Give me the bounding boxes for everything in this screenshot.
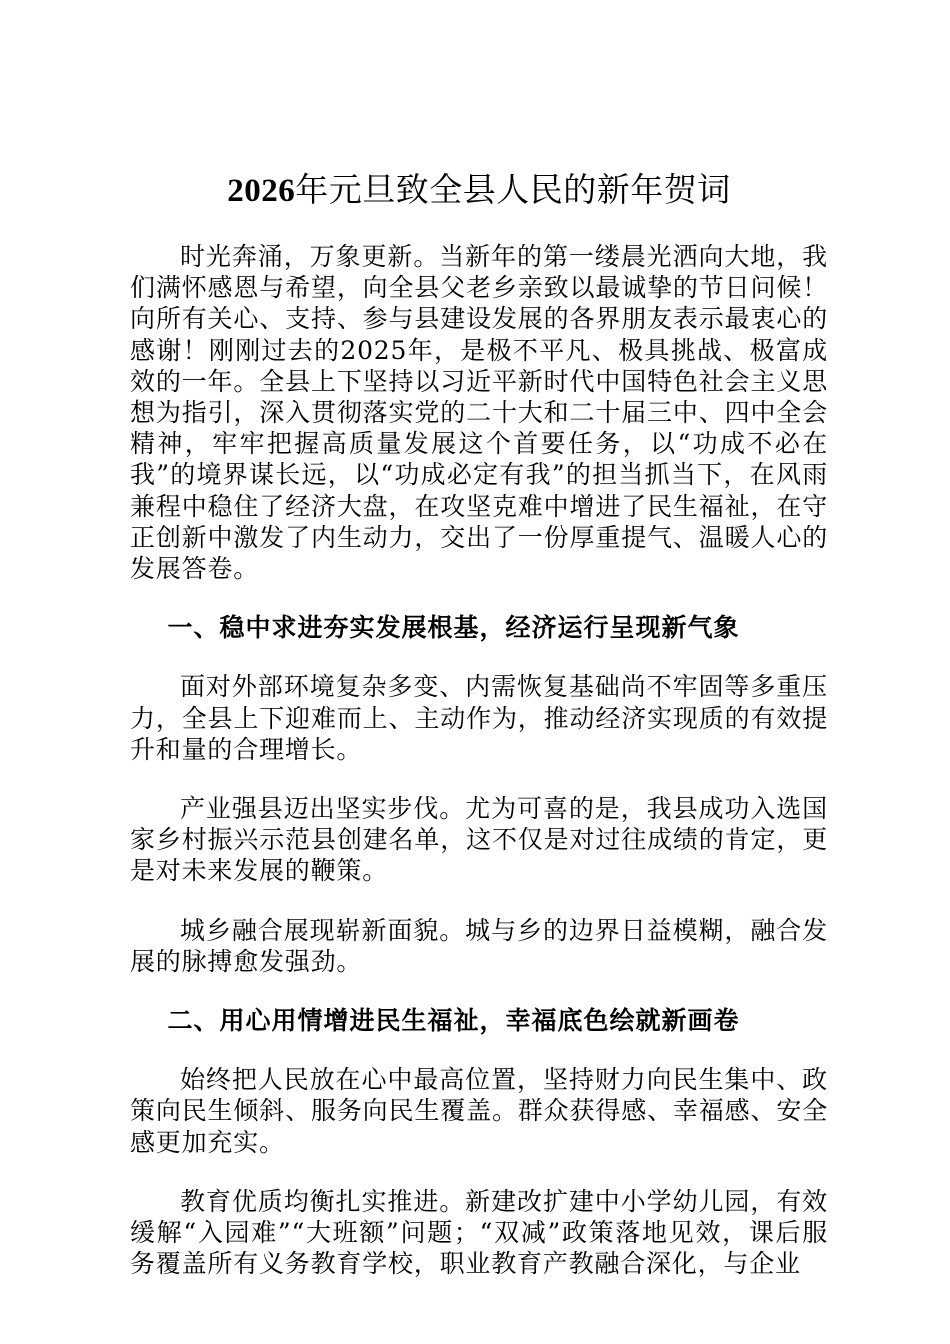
section-1-paragraph-1: 面对外部环境复杂多变、内需恢复基础尚不牢固等多重压力，全县上下迎难而上、主动作为，推动经济实现质的有效提升和量的合理增长。: [130, 672, 828, 764]
section-1-heading: 一、稳中求进夯实发展根基，经济运行呈现新气象: [167, 613, 740, 643]
title-text: 年元旦致全县人民的新年贺词: [295, 170, 731, 209]
section-2-heading: 二、用心用情增进民生福祉，幸福底色绘就新画卷: [167, 1006, 740, 1036]
document-page: [130, 168, 828, 1279]
title-year: 2026: [227, 173, 296, 209]
section-2-paragraph-1: 始终把人民放在心中最高位置，坚持财力向民生集中、政策向民生倾斜、服务向民生覆盖。群众获得感、幸福感、安全感更加充实。: [130, 1065, 828, 1157]
intro-paragraph: 时光奔涌，万象更新。当新年的第一缕晨光洒向大地，我们满怀感恩与希望，向全县父老乡亲致以最诚挚的节日问候！向所有关心、支持、参与县建设发展的各界朋友表示最衷心的感谢！刚刚过去的2025年，是极不平凡、极具挑战、极富成效的一年。全县上下坚持以习近平新时代中国特色社会主义思想为指引，深入贯彻落实党的二十大和二十届三中、四中全会精神，牢牢把握高质量发展这个首要任务，以“功成不必在我”的境界谋长远，以“功成必定有我”的担当抓当下，在风雨兼程中稳住了经济大盘，在攻坚克难中增进了民生福祉，在守正创新中激发了内生动力，交出了一份厚重提气、温暖人心的发展答卷。: [130, 242, 828, 584]
section-1-paragraph-2: 产业强县迈出坚实步伐。尤为可喜的是，我县成功入选国家乡村振兴示范县创建名单，这不仅是对过往成绩的肯定，更是对未来发展的鞭策。: [130, 794, 828, 886]
section-1-paragraph-3: 城乡融合展现崭新面貌。城与乡的边界日益模糊，融合发展的脉搏愈发强劲。: [130, 915, 828, 976]
section-2-paragraph-2: 教育优质均衡扎实推进。新建改扩建中小学幼儿园，有效缓解“入园难”“大班额”问题；“双减”政策落地见效，课后服务覆盖所有义务教育学校，职业教育产教融合深化，与企业: [130, 1186, 828, 1279]
document-title: [130, 168, 828, 213]
